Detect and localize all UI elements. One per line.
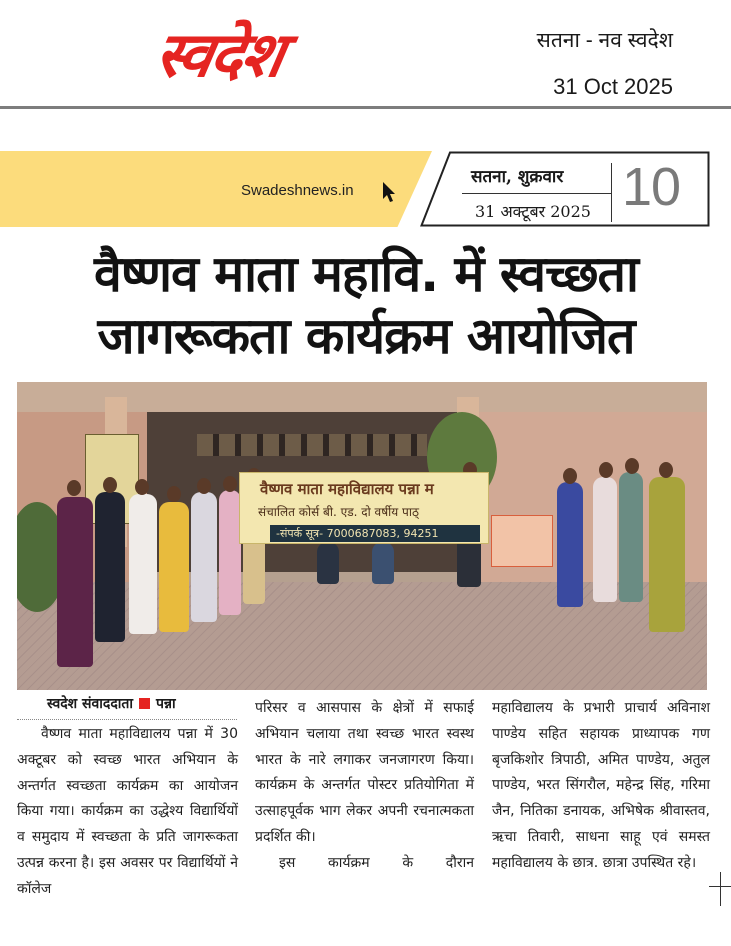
photo-person	[619, 472, 643, 602]
edition-date: 31 Oct 2025	[553, 74, 673, 99]
paragraph: इस कार्यक्रम के दौरान	[279, 854, 474, 871]
photo-wall-frames	[197, 434, 427, 456]
folio-date: 31 अक्टूबर 2025	[475, 202, 591, 221]
newspaper-logo: स्वदेश	[149, 18, 289, 91]
article-column-3	[492, 696, 710, 877]
yellow-band	[0, 151, 432, 227]
photo-person	[57, 497, 93, 667]
photo-head	[103, 477, 117, 493]
masthead-divider	[0, 106, 731, 109]
photo-person	[129, 494, 157, 634]
photo-head	[599, 462, 613, 478]
folio-city-day: सतना, शुक्रवार	[471, 167, 564, 187]
article-column-2	[255, 696, 474, 877]
paragraph: परिसर व आसपास के क्षेत्रों में सफाई अभियान चलाया तथा स्वच्छ भारत स्वस्थ भारत के नारे लगाकर जनजागरण किया। कार्यक्रम के अन्तर्गत पोस्टर प्रतियोगिता में उत्साहपूर्वक भाग लेकर अपनी रचनात्मकता प्रदर्शित की।	[255, 700, 474, 845]
byline-place: पन्ना	[156, 696, 176, 712]
photo-head	[563, 468, 577, 484]
paragraph: वैष्णव माता महाविद्यालय पन्ना में 30 अक्टूबर को स्वच्छ भारत अभियान के अन्तर्गत स्वच्छता कार्यक्रम का आयोजन किया गया। कार्यक्रम का उद्धेश्य विद्यार्थियों व समुदाय में स्वच्छता के प्रति जागरूकता उत्पन्न करना है। इस अवसर पर विद्यार्थियों ने कॉलेज	[17, 726, 238, 897]
banner-line-1: वैष्णव माता महाविद्यालय पन्ना म	[260, 480, 434, 498]
photo-head	[135, 479, 149, 495]
photo-person	[372, 542, 394, 584]
photo-person	[557, 482, 583, 607]
photo-person	[159, 502, 189, 632]
photo-person	[219, 490, 241, 615]
article-headline	[20, 243, 712, 367]
photo-person	[317, 542, 339, 584]
photo-head	[659, 462, 673, 478]
banner-contact-strip	[270, 525, 480, 542]
folio-divider	[462, 193, 612, 194]
photo-person	[593, 477, 617, 602]
photo-head	[625, 458, 639, 474]
edition-name: सतना - नव स्वदेश	[536, 29, 673, 52]
banner-contact: -संपर्क सूत्र- 7000687083, 94251	[276, 527, 439, 540]
photo-head	[167, 486, 181, 502]
photo-person	[649, 477, 685, 632]
photo-head	[223, 476, 237, 492]
paragraph: महाविद्यालय के प्रभारी प्राचार्य अविनाश पाण्डेय सहित सहायक प्राध्यापक गण बृजकिशोर त्रिपाठी, अमित पाण्डेय, अतुल पाण्डेय, भरत सिंगरौल, महेन्द्र सिंह, गरिमा जैन, नितिका डनायक, अभिषेक श्रीवास्तव, ऋचा तिवारी, साधना साहू एवं समस्त महाविद्यालय के छात्र. छात्रा उपस्थित रहे।	[492, 700, 710, 871]
banner-line-2: संचालित कोर्स बी. एड. दो वर्षीय पाठ्	[258, 505, 419, 519]
crop-mark	[720, 872, 721, 906]
byline-divider	[17, 719, 237, 720]
photo-person	[191, 492, 217, 622]
page-number: 10	[622, 157, 681, 217]
photo-person	[95, 492, 125, 642]
red-square-icon	[139, 698, 150, 709]
byline-author: स्वदेश संवाददाता	[47, 696, 134, 712]
article-column-1	[17, 722, 238, 903]
byline	[47, 694, 176, 713]
website-link[interactable]: Swadeshnews.in	[241, 182, 354, 199]
photo-head	[67, 480, 81, 496]
cursor-arrow-icon	[381, 181, 397, 203]
folio-vertical-divider	[611, 163, 612, 222]
photo-poster	[491, 515, 553, 567]
headline-line-2: जागरूकता कार्यक्रम आयोजित	[97, 307, 635, 365]
article-photo	[17, 382, 707, 690]
photo-banner	[239, 472, 489, 544]
photo-head	[197, 478, 211, 494]
headline-line-1: वैष्णव माता महावि. में स्वच्छता	[94, 245, 638, 303]
masthead	[0, 0, 731, 108]
